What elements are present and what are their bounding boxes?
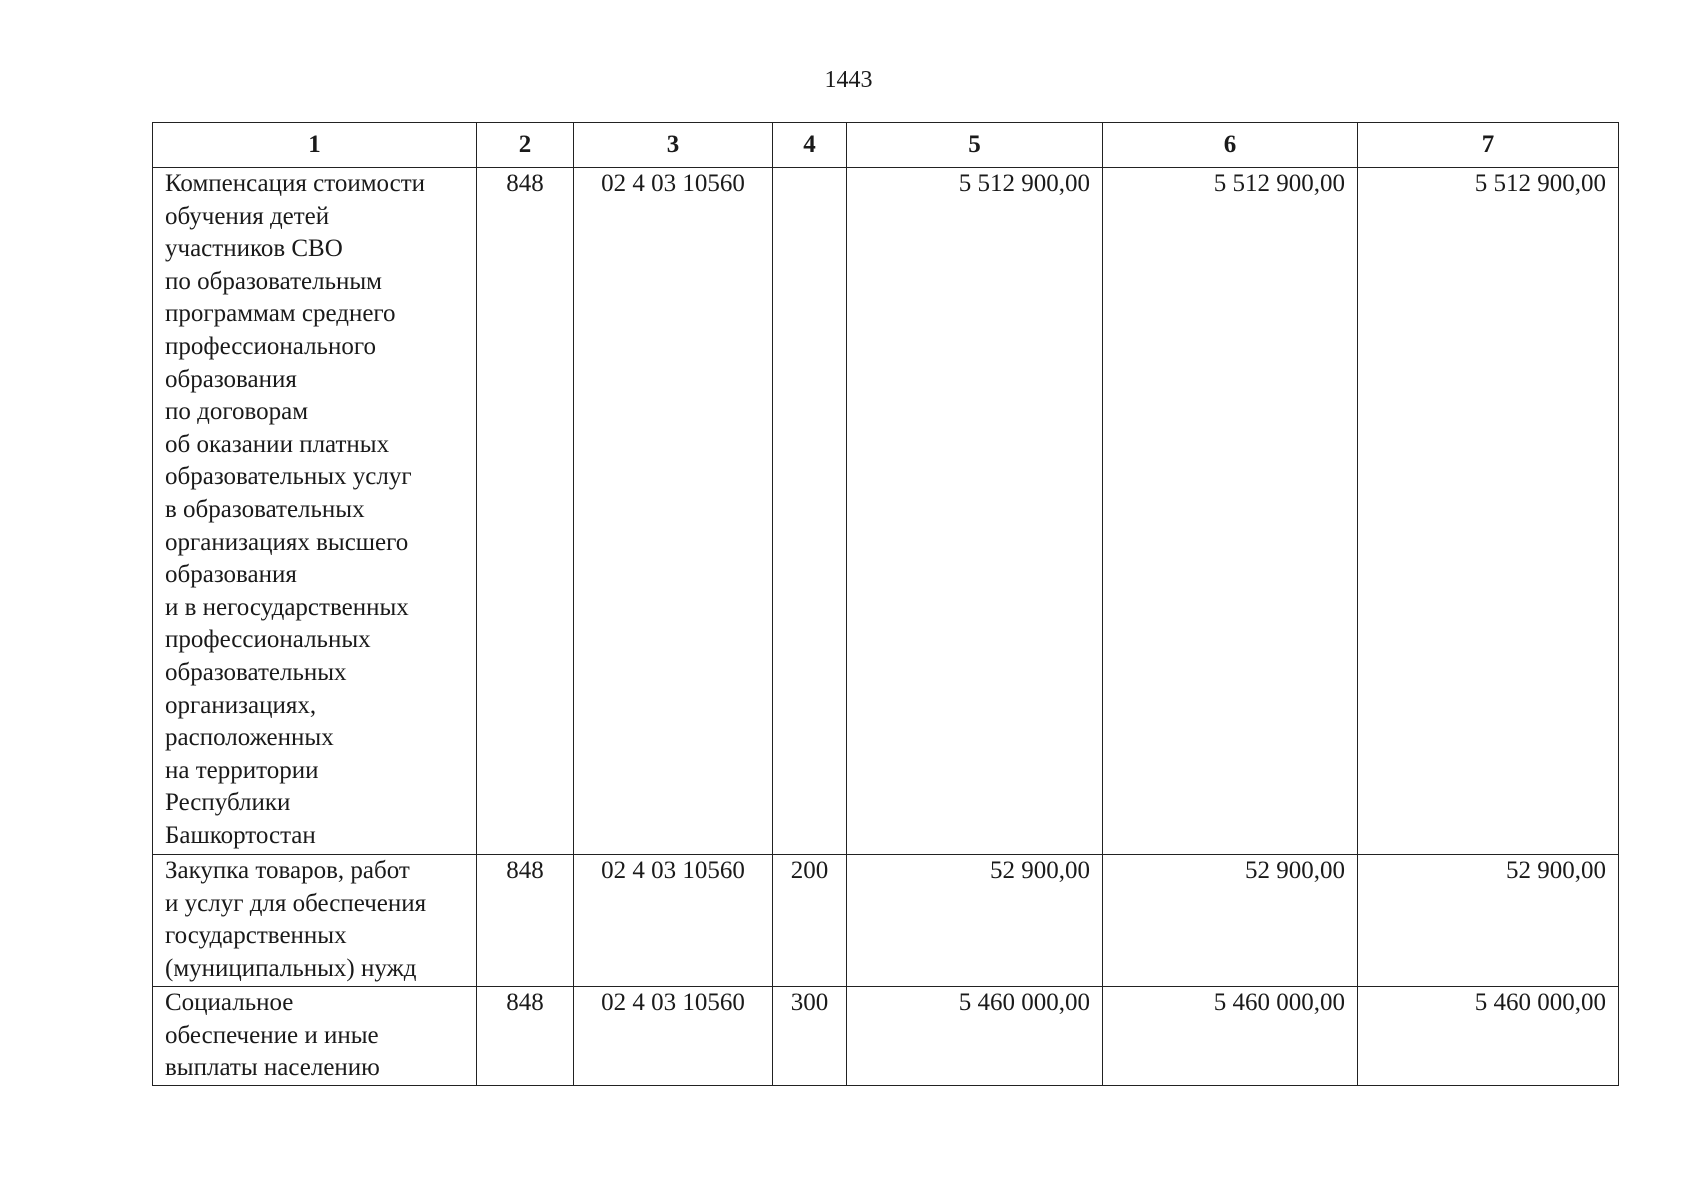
row-name-line: образования xyxy=(165,561,297,589)
column-header-6: 6 xyxy=(1103,123,1358,168)
expense-type-cell: 300 xyxy=(773,987,847,1086)
row-name-line: по образовательным xyxy=(165,267,382,295)
amount-cell-5: 5 460 000,00 xyxy=(847,987,1103,1086)
row-name-cell xyxy=(153,987,477,1086)
amount-cell-7: 5 512 900,00 xyxy=(1358,168,1619,855)
row-name-line: обучения детей xyxy=(165,202,330,230)
row-name-line: расположенных xyxy=(165,724,334,752)
row-name-line: профессиональных xyxy=(165,626,371,654)
amount-cell-5: 52 900,00 xyxy=(847,855,1103,987)
page-number: 1443 xyxy=(824,67,873,93)
expense-type-cell xyxy=(773,168,847,855)
table-row xyxy=(153,987,1619,1086)
amount-cell-6: 5 460 000,00 xyxy=(1103,987,1358,1086)
amount-cell-7: 52 900,00 xyxy=(1358,855,1619,987)
target-article-cell: 02 4 03 10560 xyxy=(574,987,773,1086)
row-name-line: участников СВО xyxy=(165,235,343,263)
expense-type-cell: 200 xyxy=(773,855,847,987)
table-header-row xyxy=(153,123,1619,168)
row-name-line: выплаты населению xyxy=(165,1054,380,1082)
amount-cell-6: 52 900,00 xyxy=(1103,855,1358,987)
row-name-line: (муниципальных) нужд xyxy=(165,954,417,982)
row-name-line: Башкортостан xyxy=(165,821,316,849)
target-article-cell: 02 4 03 10560 xyxy=(574,855,773,987)
column-header-5: 5 xyxy=(847,123,1103,168)
column-header-2: 2 xyxy=(477,123,574,168)
row-name-line: и в негосударственных xyxy=(165,593,409,621)
column-header-3: 3 xyxy=(574,123,773,168)
row-name-cell xyxy=(153,855,477,987)
row-name-line: программам среднего xyxy=(165,300,396,328)
row-name-line: образования xyxy=(165,365,297,393)
row-name-line: организациях, xyxy=(165,691,317,719)
row-name-line: на территории xyxy=(165,756,319,784)
amount-cell-5: 5 512 900,00 xyxy=(847,168,1103,855)
table-row xyxy=(153,168,1619,855)
budget-table xyxy=(152,122,1619,1086)
admin-code-cell: 848 xyxy=(477,168,574,855)
row-name-line: обеспечение и иные xyxy=(165,1021,379,1049)
row-name-line: Компенсация стоимости xyxy=(165,170,426,197)
column-header-4: 4 xyxy=(773,123,847,168)
row-name-line: Социальное xyxy=(165,989,294,1016)
row-name-cell xyxy=(153,168,477,855)
row-name-line: Закупка товаров, работ xyxy=(165,857,410,884)
amount-cell-6: 5 512 900,00 xyxy=(1103,168,1358,855)
row-name-line: образовательных xyxy=(165,658,347,686)
row-name-line: Республики xyxy=(165,789,291,817)
row-name-line: государственных xyxy=(165,922,347,950)
amount-cell-7: 5 460 000,00 xyxy=(1358,987,1619,1086)
table-row xyxy=(153,855,1619,987)
admin-code-cell: 848 xyxy=(477,855,574,987)
column-header-1: 1 xyxy=(153,123,477,168)
row-name-line: об оказании платных xyxy=(165,430,390,458)
target-article-cell: 02 4 03 10560 xyxy=(574,168,773,855)
admin-code-cell: 848 xyxy=(477,987,574,1086)
row-name-line: организациях высшего xyxy=(165,528,409,556)
row-name-line: по договорам xyxy=(165,398,309,426)
row-name-line: в образовательных xyxy=(165,495,365,523)
row-name-line: профессионального xyxy=(165,332,376,360)
column-header-7: 7 xyxy=(1358,123,1619,168)
row-name-line: и услуг для обеспечения xyxy=(165,889,427,917)
row-name-line: образовательных услуг xyxy=(165,463,412,491)
